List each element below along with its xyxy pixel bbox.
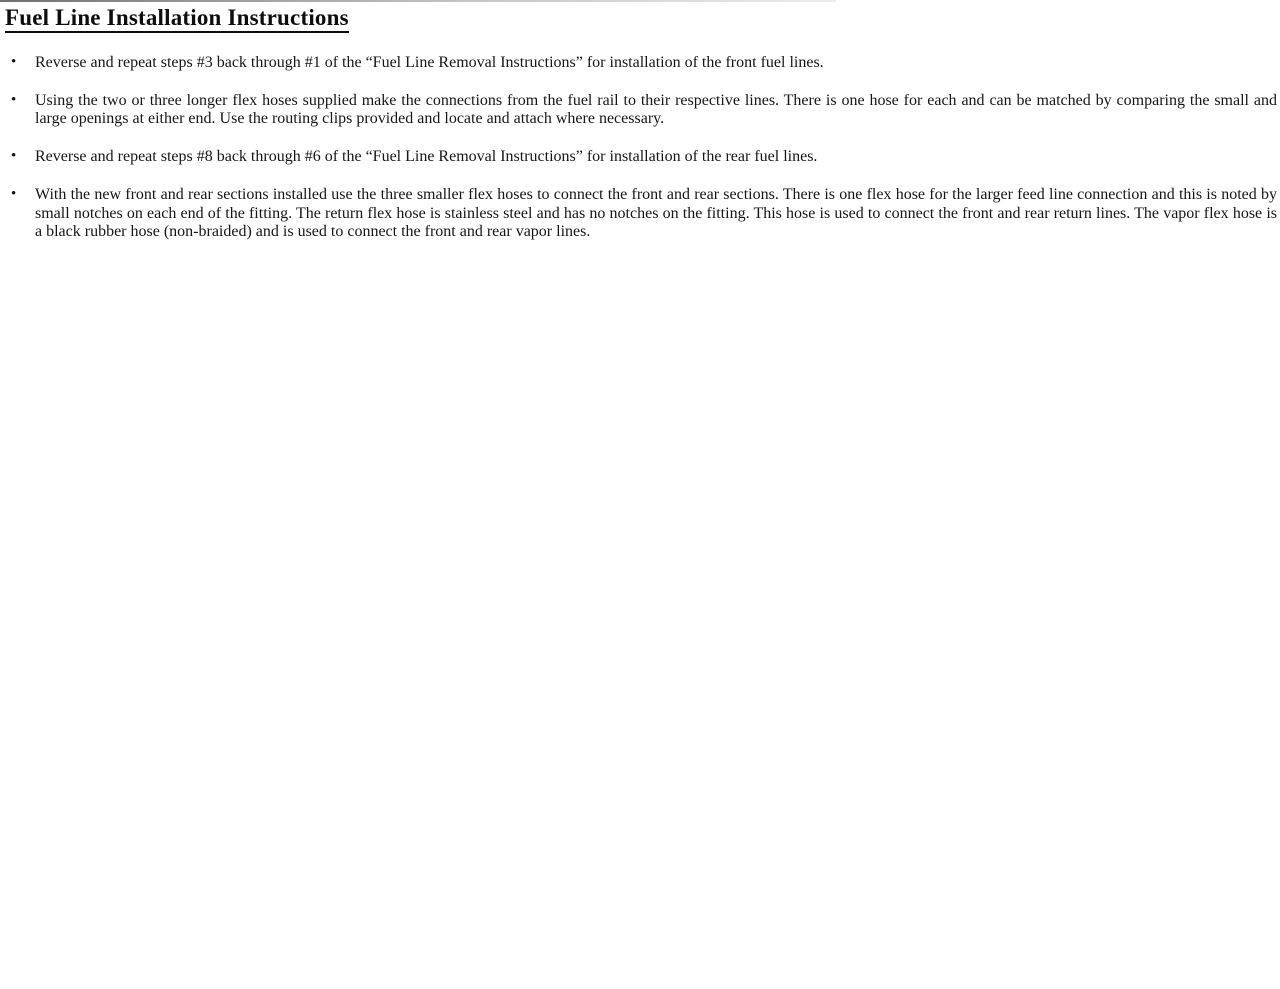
page-top-scan-line xyxy=(0,0,836,2)
bullet-icon: • xyxy=(11,148,17,165)
instruction-bullet-list xyxy=(0,54,1280,242)
page-title: Fuel Line Installation Instructions xyxy=(5,6,349,33)
bullet-icon: • xyxy=(11,91,17,108)
bullet-text-3: Reverse and repeat steps #8 back through #6 of the “Fuel Line Removal Instructions” for installation of the rear fuel lines. xyxy=(35,148,818,166)
bullet-item-1 xyxy=(11,54,1277,73)
bullet-text-1: Reverse and repeat steps #3 back through #1 of the “Fuel Line Removal Instructions” for installation of the front fuel lines. xyxy=(35,54,824,71)
bullet-item-4 xyxy=(11,185,1277,242)
bullet-icon: • xyxy=(11,185,17,202)
document-page xyxy=(0,6,1280,261)
bullet-text-4: With the new front and rear sections installed use the three smaller flex hoses to connect the front and rear sections. There is one flex hose for the larger feed line connection and this is noted by small notches on each end of the fitting. The return flex hose is stainless steel and has no notches on the fitting. This hose is used to connect the front and rear return lines. The vapor flex hose is a black rubber hose (non-braided) and is used to connect the front and rear vapor lines. xyxy=(35,185,1277,241)
bullet-text-2: Using the two or three longer flex hoses supplied make the connections from the fuel rail to their respective lines. There is one hose for each and can be matched by comparing the small and large openings at either end. Use the routing clips provided and locate and attach where necessary. xyxy=(35,91,1277,128)
bullet-icon: • xyxy=(11,54,17,70)
bullet-item-2 xyxy=(11,91,1277,129)
bullet-item-3 xyxy=(11,148,1277,167)
